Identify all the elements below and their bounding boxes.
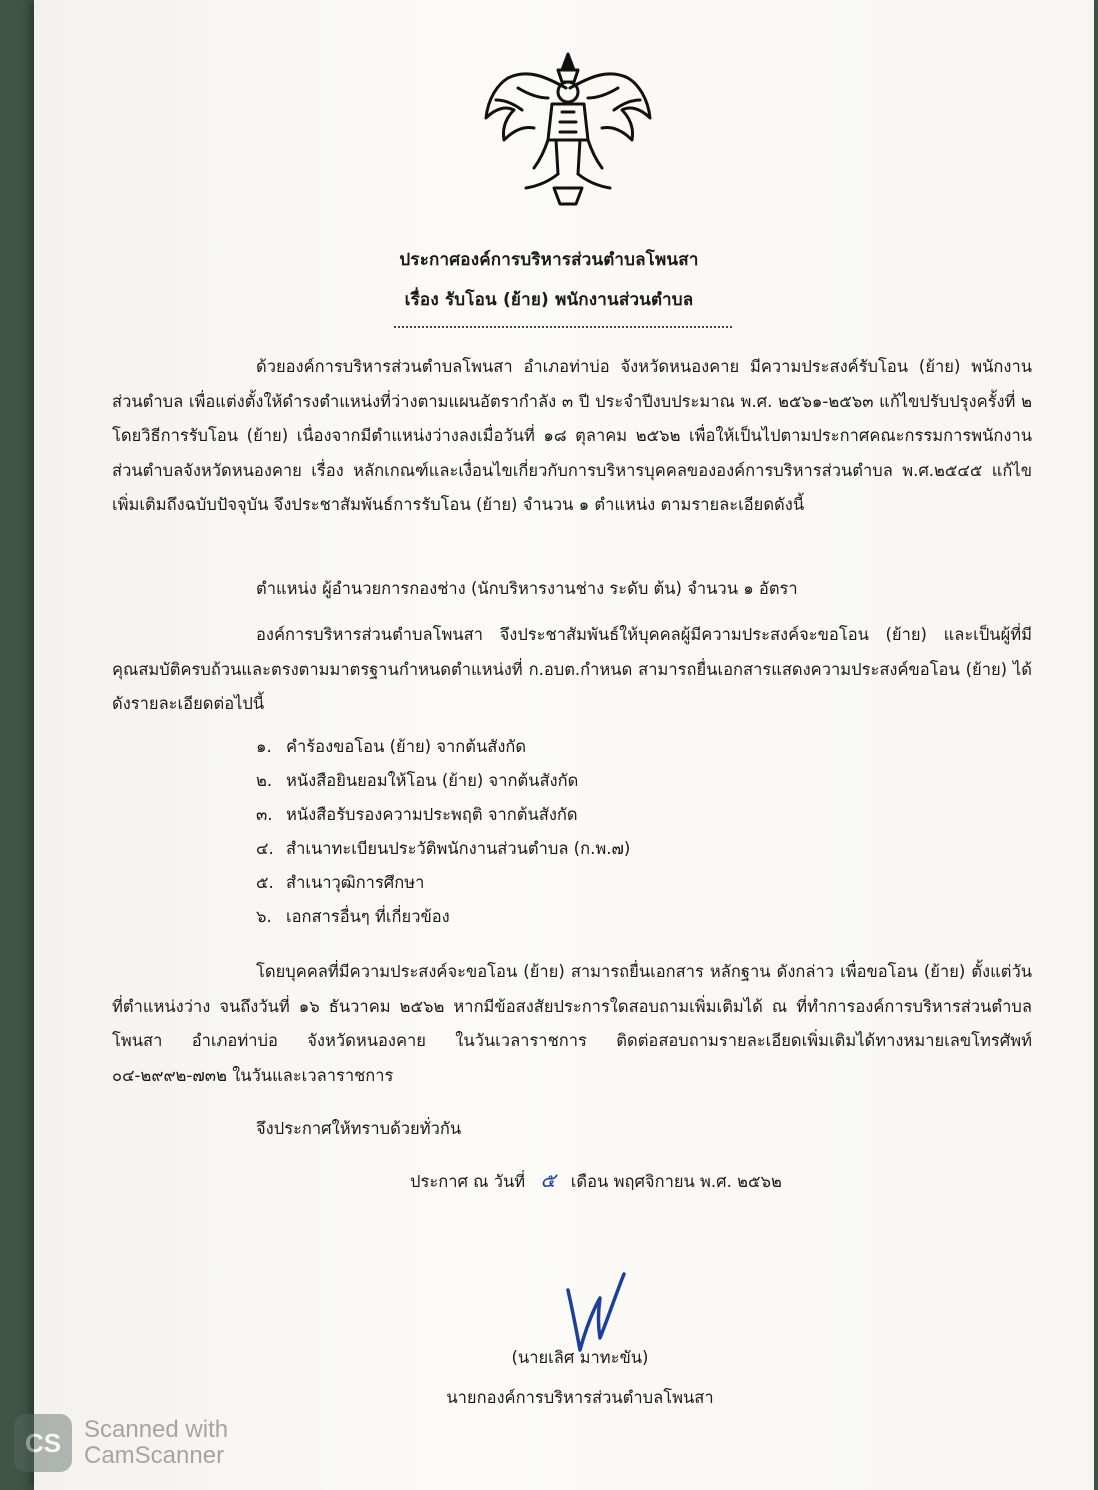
- list-item-number: ๕.: [256, 873, 274, 892]
- list-item-text: หนังสือรับรองความประพฤติ จากต้นสังกัด: [286, 805, 578, 824]
- list-item-text: หนังสือยินยอมให้โอน (ย้าย) จากต้นสังกัด: [286, 771, 579, 790]
- date-suffix: เดือน พฤศจิกายน พ.ศ. ๒๕๖๒: [570, 1172, 782, 1191]
- list-item: [256, 764, 630, 798]
- watermark-text: [84, 1417, 228, 1469]
- document-list: [256, 730, 630, 934]
- list-item: [256, 900, 630, 934]
- watermark-line2: CamScanner: [84, 1442, 225, 1469]
- date-day: ๕: [540, 1168, 556, 1192]
- list-item: [256, 798, 630, 832]
- list-item-number: ๒.: [256, 771, 273, 790]
- contact-paragraph: โดยบุคคลที่มีความประสงค์จะขอโอน (ย้าย) สามารถยื่นเอกสาร หลักฐาน ดังกล่าว เพื่อขอโอน (ย้าย) ตั้งแต่วันที่ตำแหน่งว่าง จนถึงวันที่ ๑๖ ธันวาคม ๒๕๖๒ หากมีข้อสงสัยประการใดสอบถามเพิ่มเติมได้ ณ ที่ทำการองค์การบริหารส่วนตำบลโพนสา อำเภอท่าบ่อ จังหวัดหนองคาย ในวันเวลาราชการ ติดต่อสอบถามรายละเอียดเพิ่มเติมได้ทางหมายเลขโทรศัพท์ ๐๔-๒๙๙๒-๗๓๒ ในวันและเวลาราชการ: [112, 962, 1032, 1085]
- dotted-divider: [394, 326, 732, 328]
- list-item-text: คำร้องขอโอน (ย้าย) จากต้นสังกัด: [286, 737, 527, 756]
- list-item-number: ๑.: [256, 737, 272, 756]
- watermark-line1: Scanned with: [84, 1416, 229, 1443]
- closing-line: จึงประกาศให้ทราบด้วยทั่วกัน: [256, 1119, 462, 1138]
- intro-paragraph: ด้วยองค์การบริหารส่วนตำบลโพนสา อำเภอท่าบ่อ จังหวัดหนองคาย มีความประสงค์รับโอน (ย้าย) พนักงานส่วนตำบล เพื่อแต่งตั้งให้ดำรงตำแหน่งที่ว่างตามแผนอัตรากำลัง ๓ ปี ประจำปีงบประมาณ พ.ศ. ๒๕๖๑-๒๕๖๓ แก้ไขปรับปรุงครั้งที่ ๒ โดยวิธีการรับโอน (ย้าย) เนื่องจากมีตำแหน่งว่างลงเมื่อวันที่ ๑๘ ตุลาคม ๒๕๖๒ เพื่อให้เป็นไปตามประกาศคณะกรรมการพนักงานส่วนตำบลจังหวัดหนองคาย เรื่อง หลักเกณฑ์และเงื่อนไขเกี่ยวกับการบริหารบุคคลขององค์การบริหารส่วนตำบล พ.ศ.๒๕๔๕ แก้ไขเพิ่มเติมถึงฉบับปัจจุบัน จึงประชาสัมพันธ์การรับโอน (ย้าย) จำนวน ๑ ตำแหน่ง ตามรายละเอียดดังนี้: [112, 357, 1032, 515]
- position-line: ตำแหน่ง ผู้อำนวยการกองช่าง (นักบริหารงานช่าง ระดับ ต้น) จำนวน ๑ อัตรา: [256, 579, 798, 598]
- list-item-text: สำเนาวุฒิการศึกษา: [286, 873, 425, 892]
- list-item: [256, 832, 630, 866]
- announcement-title: ประกาศองค์การบริหารส่วนตำบลโพนสา: [399, 250, 699, 270]
- list-item: [256, 730, 630, 764]
- announcement-subject: เรื่อง รับโอน (ย้าย) พนักงานส่วนตำบล: [404, 290, 694, 310]
- list-item-text: เอกสารอื่นๆ ที่เกี่ยวข้อง: [286, 907, 450, 926]
- requirements-paragraph: องค์การบริหารส่วนตำบลโพนสา จึงประชาสัมพันธ์ให้บุคคลผู้มีความประสงค์จะขอโอน (ย้าย) และเป็นผู้ที่มีคุณสมบัติครบถ้วนและตรงตามมาตรฐานกำหนดตำแหน่งที่ ก.อบต.กำหนด สามารถยื่นเอกสารแสดงความประสงค์ขอโอน (ย้าย) ได้ดังรายละเอียดต่อไปนี้: [112, 625, 1032, 714]
- list-item-number: ๔.: [256, 839, 274, 858]
- list-item-number: ๖.: [256, 907, 272, 926]
- camscanner-watermark: [14, 1412, 294, 1474]
- date-prefix: ประกาศ ณ วันที่: [410, 1172, 526, 1191]
- garuda-emblem-icon: [478, 48, 658, 208]
- list-item-number: ๓.: [256, 805, 273, 824]
- signatory-position: นายกองค์การบริหารส่วนตำบลโพนสา: [446, 1388, 714, 1407]
- announcement-date: [410, 1163, 782, 1199]
- list-item: [256, 866, 630, 900]
- list-item-text: สำเนาทะเบียนประวัติพนักงานส่วนตำบล (ก.พ.๗): [286, 839, 631, 858]
- camscanner-logo-icon: CS: [14, 1414, 72, 1472]
- signatory-name: (นายเลิศ มาทะขัน): [511, 1348, 649, 1367]
